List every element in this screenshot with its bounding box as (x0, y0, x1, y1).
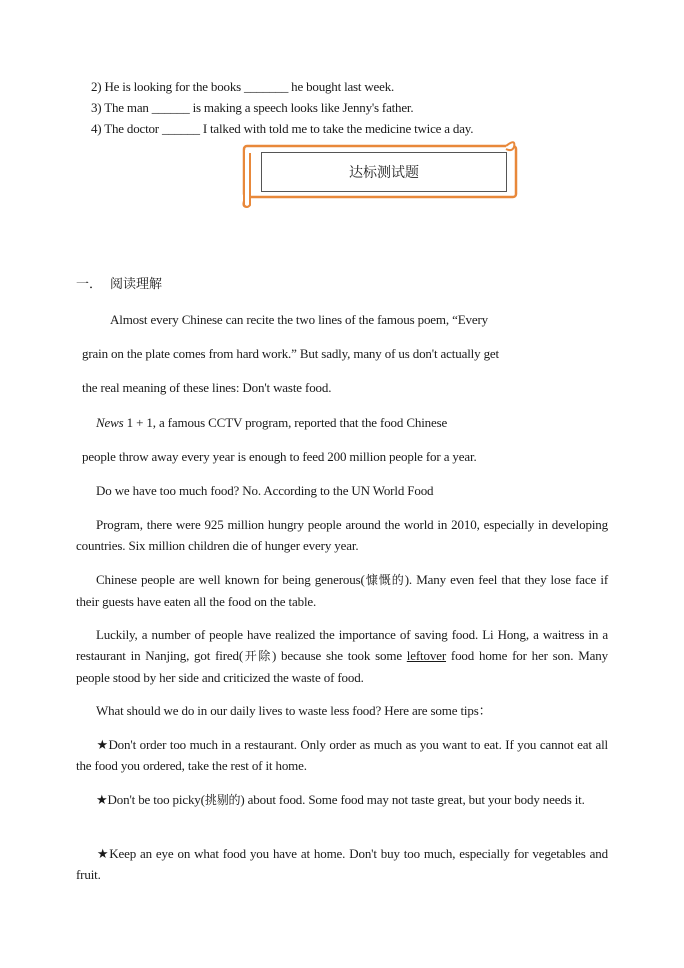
tip-item (76, 843, 608, 885)
tip-text: ★Don't order too much in a restaurant. Only order as much as you want to eat. If you cannot eat all the food you ordered, take the rest of it home. (76, 737, 608, 773)
passage-paragraph (76, 700, 608, 721)
section-title: 阅读理解 (110, 277, 163, 292)
exercise-item-3: 3) The man ______ is making a speech looks like Jenny's father. (91, 100, 414, 115)
program-name: News (96, 415, 124, 430)
passage-text: ). Many even feel that they lose face if their guests have eaten all the food on the table. (76, 572, 609, 609)
passage-text: ) because she took some (272, 648, 407, 663)
tip-text: ★Keep an eye on what food you have at home. Don't buy too much, especially for vegetables and fruit. (76, 846, 608, 882)
tip-item (76, 789, 608, 811)
gloss-text: 开除 (243, 649, 273, 663)
exercise-item-2: 2) He is looking for the books _______ he bought last week. (91, 79, 395, 94)
tip-text: ) about food. Some food may not taste great, but your body needs it. (240, 792, 585, 807)
passage-text: food home for her son. Many people stood by her side and criticized the waste of food. (76, 648, 608, 685)
passage-text: 1 + 1, a famous CCTV program, reported that the food Chinese (123, 415, 448, 430)
passage-line: the real meaning of these lines: Don't waste food. (82, 380, 332, 395)
passage-line: Almost every Chinese can recite the two lines of the famous poem, “Every (110, 312, 488, 327)
passage-paragraph (76, 569, 608, 612)
passage-line: people throw away every year is enough to feed 200 million people for a year. (82, 449, 477, 464)
passage-text: Luckily, a number of people have realized the importance of saving food. Li Hong, a waitress in a restaurant in Nanjing, got fired( (76, 627, 608, 663)
gloss-text: 慷慨的 (364, 573, 405, 587)
passage-paragraph (76, 514, 608, 556)
section-number: 一． (76, 277, 103, 292)
exercise-item-4: 4) The doctor ______ I talked with told me to take the medicine twice a day. (91, 121, 474, 136)
section-heading (76, 277, 162, 293)
tip-item (76, 734, 608, 776)
banner-title: 达标测试题 (261, 152, 507, 192)
passage-line: grain on the plate comes from hard work.” But sadly, many of us don't actually get (82, 346, 500, 361)
passage-text: What should we do in our daily lives to waste less food? Here are some tips： (96, 703, 492, 718)
passage-paragraph (76, 624, 608, 688)
gloss-text: 挑剔的 (204, 793, 241, 807)
passage-line: Do we have too much food? No. According to the UN World Food (96, 483, 434, 498)
underlined-word: leftover (406, 648, 447, 663)
tip-text: ★Don't be too picky( (96, 792, 205, 807)
section-banner (240, 139, 520, 209)
passage-line (96, 415, 447, 431)
passage-text: Chinese people are well known for being generous( (96, 572, 365, 587)
passage-text: Program, there were 925 million hungry people around the world in 2010, especially in developing countries. Six million children die of hunger every year. (76, 517, 608, 553)
